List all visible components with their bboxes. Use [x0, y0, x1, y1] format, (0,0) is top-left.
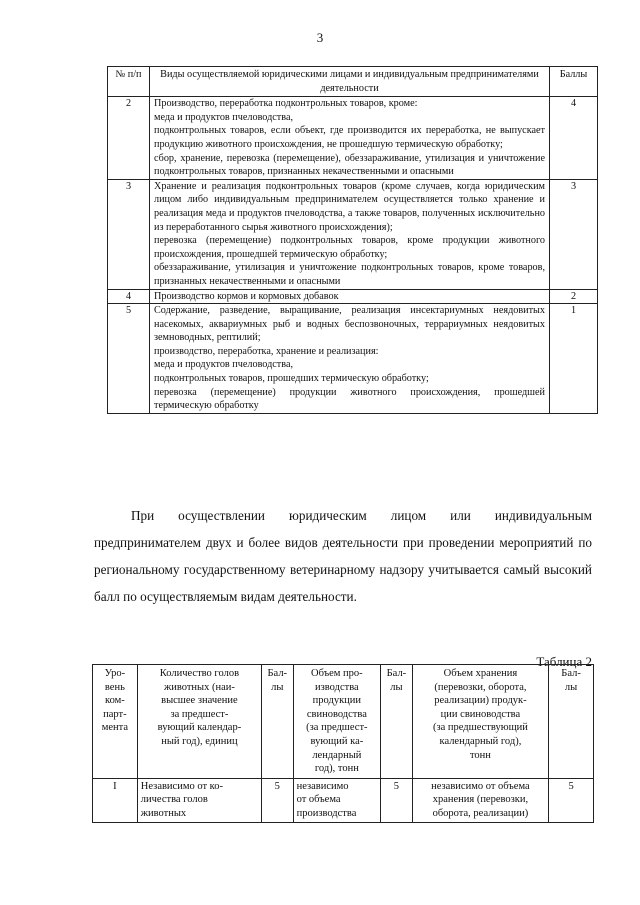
table-cell	[262, 778, 294, 822]
header-line: мента	[101, 722, 129, 734]
column-header-points: Баллы	[550, 67, 598, 97]
header-line: Бал-	[561, 668, 581, 679]
column-header	[381, 665, 413, 779]
header-line: парт-	[103, 708, 127, 720]
cell-line: производства	[296, 807, 357, 819]
description-line: обеззараживание, утилизация и уничтожение подконтрольных товаров, кроме товаров, признанных некачественными и опасными	[154, 262, 545, 287]
column-header	[549, 665, 594, 779]
header-line: продукции	[312, 695, 362, 707]
header-line: Количество голов	[159, 668, 240, 679]
cell-line: от объема	[296, 794, 341, 806]
table-header-row	[93, 665, 594, 779]
header-line: свиноводства	[306, 708, 367, 720]
table-cell	[412, 778, 548, 822]
header-line: реализации) продук-	[434, 695, 527, 707]
cell-line: личества голов	[140, 794, 208, 806]
header-line: вень	[104, 681, 125, 693]
description-line: перевозка (перемещение) подконтрольных товаров, кроме продукции животного происхождения, прошедшей термическую обработку;	[154, 235, 545, 260]
description-line: меда и продуктов пчеловодства,	[154, 111, 294, 123]
column-header-number: № п/п	[108, 67, 150, 97]
column-header	[137, 665, 261, 779]
header-line: за предшест-	[170, 708, 229, 720]
header-line: изводства	[315, 681, 359, 693]
cell-line: Независимо от ко-	[140, 780, 223, 792]
header-line: Объем хранения	[443, 668, 518, 679]
table-row	[108, 97, 598, 180]
table-header-row	[108, 67, 598, 97]
body-paragraph: При осуществлении юридическим лицом или индивидуальным предпринимателем двух и более видов деятельности при проведении мероприятий по региональному государственному ветеринарному надзору учитывается самый высокий балл по осуществляемым видам деятельности.	[94, 508, 592, 604]
table-row	[108, 179, 598, 289]
description-line: Производство, переработка подконтрольных товаров, кроме:	[154, 98, 418, 110]
description-line: подконтрольных товаров, если объект, где производится их переработка, не выпускает продукцию животного происхождения, не прошедшую термическую обработку;	[154, 125, 545, 150]
header-line: Объем про-	[311, 668, 363, 679]
table-caption: Таблица 2	[536, 654, 592, 669]
header-line: ный год), единиц	[161, 735, 238, 747]
activity-description	[150, 97, 550, 180]
description-line: Производство кормов и кормовых добавок	[154, 290, 339, 302]
points-value: 1	[550, 304, 598, 414]
description-line: производство, переработка, хранение и реализация:	[154, 345, 379, 357]
header-line: год), тонн	[314, 763, 359, 775]
header-line: ком-	[105, 695, 125, 707]
description-line: подконтрольных товаров, прошедших термическую обработку;	[154, 373, 429, 385]
header-line: вующий ка-	[310, 735, 364, 747]
table-cell	[293, 778, 381, 822]
description-line: перевозка (перемещение) продукции животного происхождения, прошедшей термическую обработку	[154, 386, 545, 412]
row-number: 3	[108, 179, 150, 289]
cell-line: хранения (перевозки,	[432, 794, 529, 806]
row-number: 2	[108, 97, 150, 180]
column-header	[93, 665, 138, 779]
column-header-activity: Виды осуществляемой юридическими лицами и индивидуальным предпринимателями деятельности	[150, 67, 550, 97]
table-cell	[93, 778, 138, 822]
points-value: 4	[550, 97, 598, 180]
header-line: тонн	[469, 749, 491, 761]
header-line: животных (наи-	[163, 681, 235, 693]
table-row	[108, 289, 598, 304]
column-header	[412, 665, 548, 779]
activity-description	[150, 179, 550, 289]
activity-description	[150, 304, 550, 414]
cell-line: 5	[568, 780, 574, 792]
header-line: высшее значение	[161, 695, 238, 707]
row-number: 4	[108, 289, 150, 304]
header-line: Уро-	[104, 668, 126, 679]
table-row	[108, 304, 598, 414]
header-line: лы	[390, 681, 403, 693]
page-number: 3	[316, 30, 324, 45]
header-line: вующий календар-	[157, 722, 242, 734]
row-number: 5	[108, 304, 150, 414]
cell-line: независимо от объема	[431, 780, 530, 792]
activity-types-table	[107, 66, 598, 414]
cell-line: I	[113, 780, 117, 792]
header-line: лы	[564, 681, 578, 693]
table-row	[93, 778, 594, 822]
cell-line: животных	[140, 807, 187, 819]
table-cell	[549, 778, 594, 822]
cell-line: независимо	[296, 780, 349, 792]
column-header	[262, 665, 294, 779]
header-line: Бал-	[386, 668, 407, 679]
cell-line: оборота, реализации)	[432, 807, 529, 819]
activity-description	[150, 289, 550, 304]
cell-line: 5	[274, 780, 280, 792]
header-line: лендарный	[312, 749, 362, 761]
cell-line: 5	[393, 780, 400, 792]
compartment-level-table	[92, 664, 594, 823]
description-line: меда и продуктов пчеловодства,	[154, 359, 294, 371]
description-line: Содержание, разведение, выращивание, реализация инсектариумных неядовитых насекомых, аквариумных рыб и водных беспозвоночных, террариумных неядовитых земноводных, рептилий;	[154, 305, 545, 344]
header-line: (за предшест-	[306, 722, 368, 734]
table-cell	[381, 778, 413, 822]
description-line: сбор, хранение, перевозка (перемещение), обеззараживание, утилизация и уничтожение подконтрольных товаров, признанных некачественными и опасными	[154, 152, 545, 178]
points-value: 2	[550, 289, 598, 304]
header-line: (за предшествующий	[432, 722, 528, 734]
header-line: ции свиноводства	[440, 708, 521, 720]
table-cell	[137, 778, 261, 822]
header-line: (перевозки, оборота,	[434, 681, 527, 693]
description-line: Хранение и реализация подконтрольных товаров (кроме случаев, когда юридическим лицом либо индивидуальным предпринимателем осуществляется только хранение и реализация меда и продуктов пчеловодства, а также товаров, полученных исключительно из переработанного сырья животного происхождения);	[154, 180, 545, 233]
points-value: 3	[550, 179, 598, 289]
column-header	[293, 665, 381, 779]
header-line: лы	[271, 681, 284, 693]
header-line: Бал-	[267, 668, 288, 679]
header-line: календарный год),	[439, 735, 522, 747]
